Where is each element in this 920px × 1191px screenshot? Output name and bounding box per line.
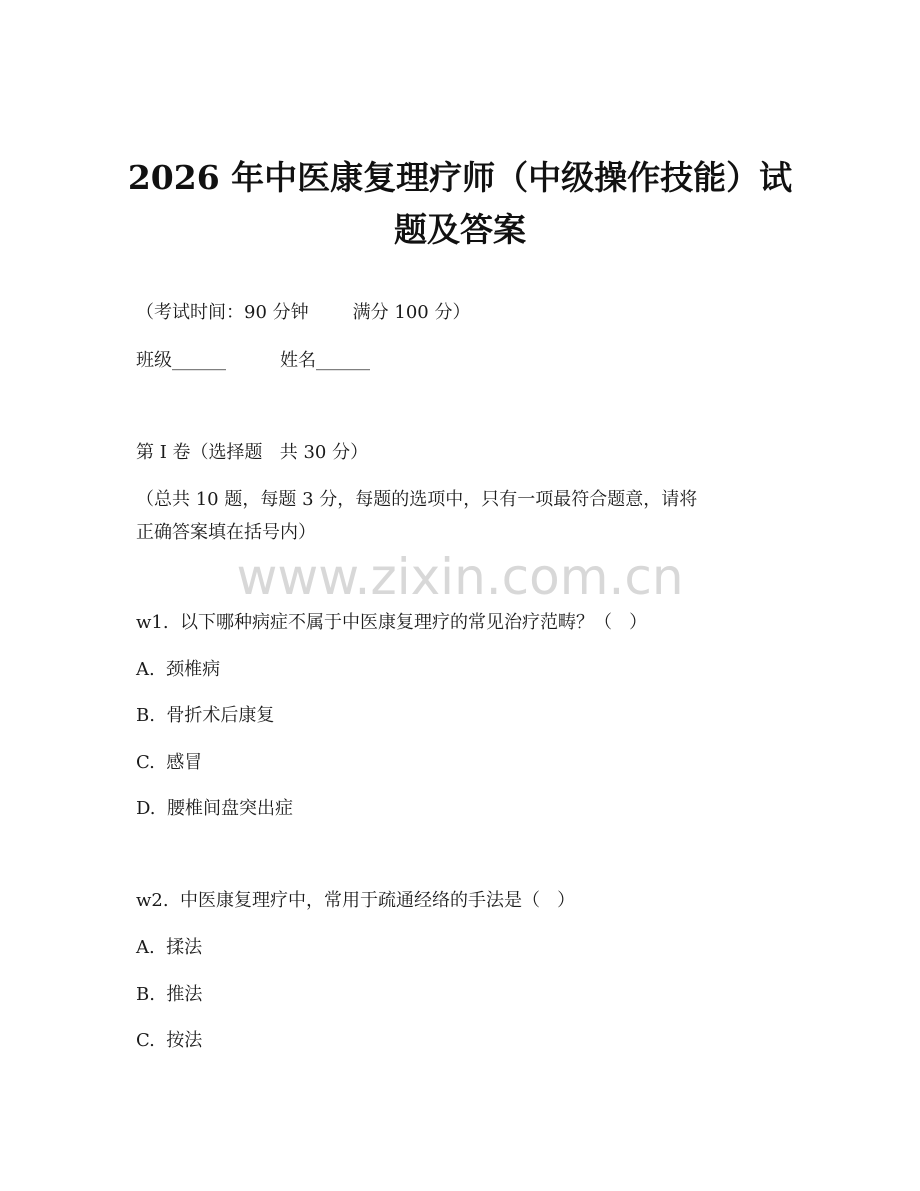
- title-line-1: 2026 年中医康复理疗师（中级操作技能）试: [127, 158, 793, 197]
- option-d: D. 腰椎间盘突出症: [136, 798, 293, 819]
- option-b: B. 推法: [136, 984, 203, 1005]
- class-field: 班级______: [136, 350, 226, 371]
- exam-info: [136, 301, 470, 325]
- option-c: C. 按法: [136, 1030, 203, 1051]
- section-instructions-line-2: 正确答案填在括号内）: [136, 522, 316, 543]
- name-field: 姓名______: [280, 350, 370, 371]
- section-heading: 第 I 卷（选择题 共 30 分）: [136, 442, 369, 463]
- exam-score: 满分 100 分）: [352, 302, 471, 323]
- section-instructions-line-1: （总共 10 题，每题 3 分，每题的选项中，只有一项最符合题意，请将: [136, 489, 698, 510]
- option-a: A. 揉法: [136, 937, 203, 958]
- title-line-2: 题及答案: [394, 210, 526, 249]
- student-fields: [136, 349, 370, 373]
- option-c: C. 感冒: [136, 752, 203, 773]
- document-title: [0, 152, 920, 256]
- exam-time: （考试时间：90 分钟: [136, 302, 309, 323]
- watermark: www.zixin.com.cn: [236, 548, 684, 606]
- option-b: B. 骨折术后康复: [136, 705, 275, 726]
- option-a: A. 颈椎病: [136, 659, 221, 680]
- question-stem: w1. 以下哪种病症不属于中医康复理疗的常见治疗范畴？（ ）: [136, 612, 648, 633]
- question-stem: w2. 中医康复理疗中，常用于疏通经络的手法是（ ）: [136, 890, 576, 911]
